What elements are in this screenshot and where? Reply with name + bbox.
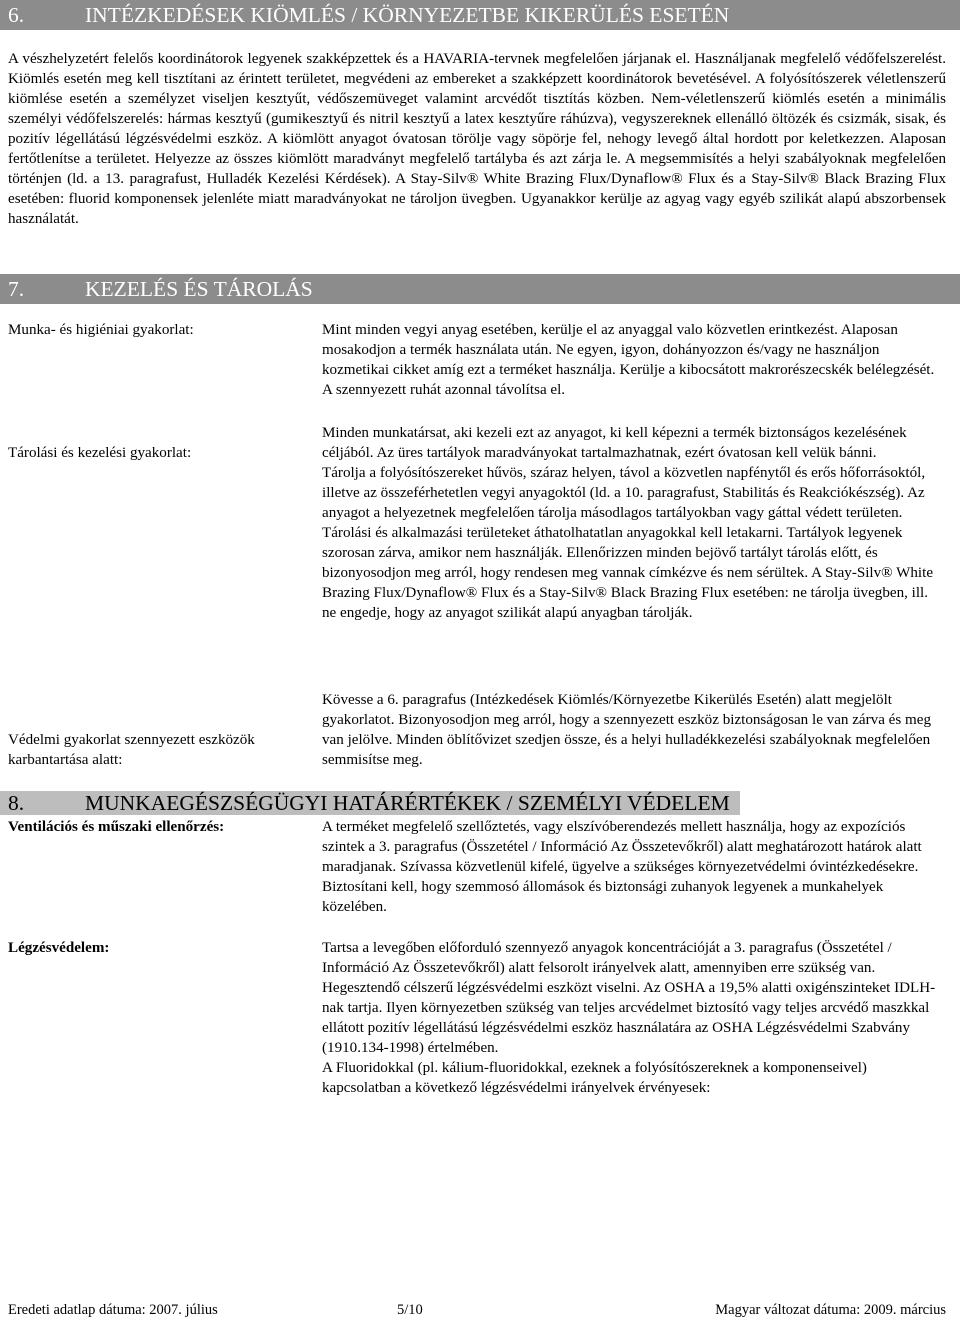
footer-page-number: 5/10 bbox=[397, 1302, 423, 1318]
section-6-title: INTÉZKEDÉSEK KIÖMLÉS / KÖRNYEZETBE KIKERÜLÉS ESETÉN bbox=[85, 3, 730, 27]
footer-original-date: Eredeti adatlap dátuma: 2007. július bbox=[8, 1302, 218, 1318]
work-hygiene-text: Mint minden vegyi anyag esetében, kerülje el az anyaggal valo közvetlen erintkezést. Alaposan mosakodjon a termék használata után. Ne egyen, igyon, dohányozzon és/vagy ne használjon kozmetikai cikket amíg ezt a terméket használja. Kerülje a kibocsátott makrorészecskék belélegzését. A szennyezett ruhát azonnal távolítsa el. bbox=[322, 322, 935, 398]
section-8-number: 8. bbox=[8, 791, 25, 815]
storage-handling-label-text: Tárolási és kezelési gyakorlat: bbox=[8, 445, 192, 461]
section-6-number: 6. bbox=[8, 3, 25, 27]
section-7-title: KEZELÉS ÉS TÁROLÁS bbox=[85, 277, 313, 301]
storage-handling-text: Minden munkatársat, aki kezeli ezt az anyagot, ki kell képezni a termék biztonságos kezelésének céljából. Az üres tartályok maradványokat tartalmazhatnak, ezért óvatosan kell velük bánni. Tárolja a folyósítószereket hűvös, száraz helyen, távol a közvetlen napfénytől és erős hőforrásoktól, illetve az összeférhetetlen vegyi anyagoktól (ld. a 10. paragrafust, Stabilitás és Reakciókészség). Az anyagot a helyezetnek megfelelően tárolja másodlagos tartályokban vagy gáttal védett területen. Tárolási és alkalmazási területeket áthatolhatatlan anyagokkal kell letakarni. Tartályok legyenek szorosan zárva, amikor nem használják. Ellenőrizzen minden bejövő tartályt tárolás előtt, és bizonyosodjon meg arról, hogy rendesen meg vannak címkézve és nem sérültek. A Stay-Silv® White Brazing Flux/Dynaflow® Flux és a Stay-Silv® Black Brazing Flux esetében: ne tárolja üvegben, ill. ne engedje, hogy az anyagot szilikát alapú anyagban tárolják. bbox=[322, 425, 934, 621]
storage-handling-label bbox=[8, 443, 298, 463]
footer-translation-date: Magyar változat dátuma: 2009. március bbox=[715, 1302, 946, 1318]
work-hygiene-label-text: Munka- és higiéniai gyakorlat: bbox=[8, 322, 194, 338]
ventilation-text: A terméket megfelelő szellőztetés, vagy elszívóberendezés mellett használja, hogy az expozíciós szintek a 3. paragrafus (Összetétel / Információ Az Összetevőkről) alatt meghatározott határok alatt maradjanak. Szívassa közvetlenül kifelé, ügyelve a szükséges környezetvédelmi óvintézkedésekre. Biztosítani kell, hogy szemmosó állomások és biztonsági zuhanyok legyenek a munkahelyek közelében. bbox=[322, 819, 922, 915]
section-6-header bbox=[0, 0, 960, 30]
section-8-title: MUNKAEGÉSZSÉGÜGYI HATÁRÉRTÉKEK / SZEMÉLYI VÉDELEM bbox=[85, 791, 730, 815]
section-7-header bbox=[0, 274, 960, 304]
protective-maintenance-text: Kövesse a 6. paragrafus (Intézkedések Kiömlés/Környezetbe Kikerülés Esetén) alatt megjelölt gyakorlatot. Bizonyosodjon meg arról, hogy a szennyezett eszköz biztonságosan le van zárva és meg van jelölve. Minden öblítővizet szedjen össze, és a helyi hulladékkezelési szabályoknak megfelelően semmisítse meg. bbox=[322, 692, 932, 768]
protective-maintenance-label-text: Védelmi gyakorlat szennyezett eszközök karbantartása alatt: bbox=[8, 732, 255, 768]
respiratory-label: Légzésvédelem: bbox=[8, 940, 110, 956]
protective-maintenance-label bbox=[8, 730, 268, 770]
respiratory-text: Tartsa a levegőben előforduló szennyező anyagok koncentrációját a 3. paragrafus (Összetétel / Információ Az Összetevőkről) alatt felsorolt irányelvek alatt, amennyiben erre szükség van. Hegesztendő célszerű légzésvédelmi eszközt viselni. Az OSHA a 19,5% alatti oxigénszinteket IDLH-nak tartja. Ilyen környezetben szükség van teljes arcvédelmet biztosító vagy teljes arcvédő maszkkal ellátott pozitív légellátású légzésvédelmi eszköz használatára az OSHA Légzésvédelmi Szabvány (1910.134-1998) értelmében. A Fluoridokkal (pl. kálium-fluoridokkal, ezeknek a folyósítószereknek a komponenseivel) kapcsolatban a következő légzésvédelmi irányelvek érvényesek: bbox=[322, 940, 936, 1096]
section-8-header bbox=[0, 791, 740, 815]
section-6-text: A vészhelyzetért felelős koordinátorok legyenek szakképzettek és a HAVARIA-tervnek megfelelően járjanak el. Használjanak megfelelő védőfelszerelést. Kiömlés esetén meg kell tisztítani az érintett területet, megvédeni az embereket a szakképzett koordinátorok bevetésével. A folyósítószerek véletlenszerű kiömlése esetén a személyzet viseljen kesztyűt, védőszemüveget valamint arcvédőt tisztítás közben. Nem-véletlenszerű kiömlés esetén a minimális személyi védőfelszerelés: hármas kesztyű (gumikesztyű és nitril kesztyű a latex kesztyűre ráhúzva), vegyszereknek ellenálló öltözék és csizmák, sisak, és pozitív légellátású légzésvédelmi eszköz. A kiömlött anyagot óvatosan törölje vagy söpörje fel, nehogy levegő által hordott por keletkezzen. Alaposan fertőtlenítse a területet. Helyezze az összes kiömlött maradványt megfelelő tartályba és azt zárja le. A megsemmisítés a helyi szabályoknak megfelelően történjen (ld. a 13. paragrafust, Hulladék Kezelési Kérdések). A Stay-Silv® White Brazing Flux/Dynaflow® Flux és a Stay-Silv® Black Brazing Flux esetében: fluorid komponensek jelenléte miatt maradványokat ne tároljon üvegben. Ugyanakkor kerülje az agyag vagy egyéb szilikát alapú abszorbensek használatát. bbox=[8, 51, 946, 227]
page-footer bbox=[0, 1300, 960, 1320]
section-7-number: 7. bbox=[8, 277, 25, 301]
ventilation-label: Ventilációs és műszaki ellenőrzés: bbox=[8, 819, 225, 835]
work-hygiene-label bbox=[8, 320, 298, 340]
